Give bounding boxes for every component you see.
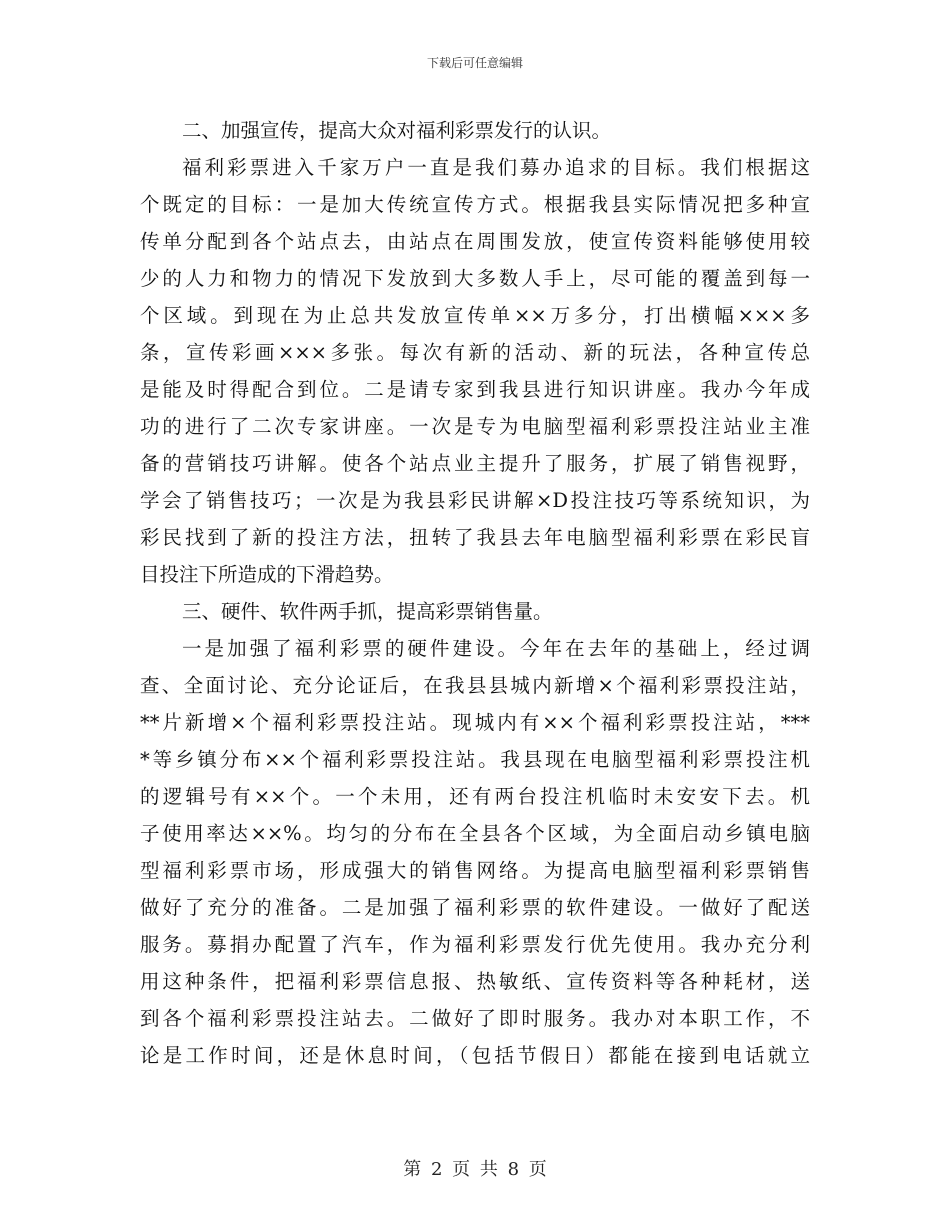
- text-line: 用这种条件，把福利彩票信息报、热敏纸、宣传资料等各种耗材，送: [140, 970, 810, 993]
- text-line: 福利彩票进入千家万户一直是我们募办追求的目标。我们根据这: [182, 156, 810, 179]
- text-line: 彩民找到了新的投注方法，扭转了我县去年电脑型福利彩票在彩民盲: [140, 526, 810, 549]
- text-line: 的逻辑号有××个。一个未用，还有两台投注机临时未安安下去。机: [140, 785, 810, 808]
- text-line: 条，宣传彩画×××多张。每次有新的活动、新的玩法，各种宣传总: [140, 341, 810, 364]
- text-line: 个区域。到现在为止总共发放宣传单××万多分，打出横幅×××多: [140, 304, 810, 327]
- text-line: 传单分配到各个站点去，由站点在周围发放，使宣传资料能够使用较: [140, 230, 810, 253]
- text-line: 个既定的目标：一是加大传统宣传方式。根据我县实际情况把多种宣: [140, 193, 810, 216]
- text-line: 备的营销技巧讲解。使各个站点业主提升了服务，扩展了销售视野，: [140, 452, 810, 475]
- text-line: 是能及时得配合到位。二是请专家到我县进行知识讲座。我办今年成: [140, 378, 810, 401]
- text-line: 服务。募捐办配置了汽车，作为福利彩票发行优先使用。我办充分利: [140, 933, 810, 956]
- text-line: 功的进行了二次专家讲座。一次是专为电脑型福利彩票投注站业主准: [140, 415, 810, 438]
- text-line: *等乡镇分布××个福利彩票投注站。我县现在电脑型福利彩票投注机: [140, 748, 810, 771]
- text-line: 少的人力和物力的情况下发放到大多数人手上，尽可能的覆盖到每一: [140, 267, 810, 290]
- document-body: [140, 112, 810, 1074]
- text-line: 目投注下所造成的下滑趋势。: [140, 563, 394, 586]
- text-line: 做好了充分的准备。二是加强了福利彩票的软件建设。一做好了配送: [140, 896, 810, 919]
- page-header: 下载后可任意编辑: [426, 56, 523, 70]
- text-line: 查、全面讨论、充分论证后，在我县县城内新增×个福利彩票投注站，: [140, 674, 810, 697]
- text-line: 型福利彩票市场，形成强大的销售网络。为提高电脑型福利彩票销售: [140, 859, 810, 882]
- text-line: 论是工作时间，还是休息时间，（包括节假日）都能在接到电话就立: [140, 1044, 810, 1067]
- text-line: 子使用率达××%。均匀的分布在全县各个区域，为全面启动乡镇电脑: [140, 822, 810, 845]
- text-line: 到各个福利彩票投注站去。二做好了即时服务。我办对本职工作，不: [140, 1007, 810, 1030]
- text-line: 二、加强宣传，提高大众对福利彩票发行的认识。: [182, 119, 612, 142]
- text-line: 三、硬件、软件两手抓，提高彩票销售量。: [182, 600, 553, 623]
- text-line: 学会了销售技巧；一次是为我县彩民讲解×D投注技巧等系统知识，为: [140, 489, 810, 512]
- text-line: 一是加强了福利彩票的硬件建设。今年在去年的基础上，经过调: [182, 637, 810, 660]
- page-number-footer: 第 2 页 共 8 页: [403, 1159, 547, 1180]
- text-line: **片新增×个福利彩票投注站。现城内有××个福利彩票投注站，***: [140, 711, 810, 734]
